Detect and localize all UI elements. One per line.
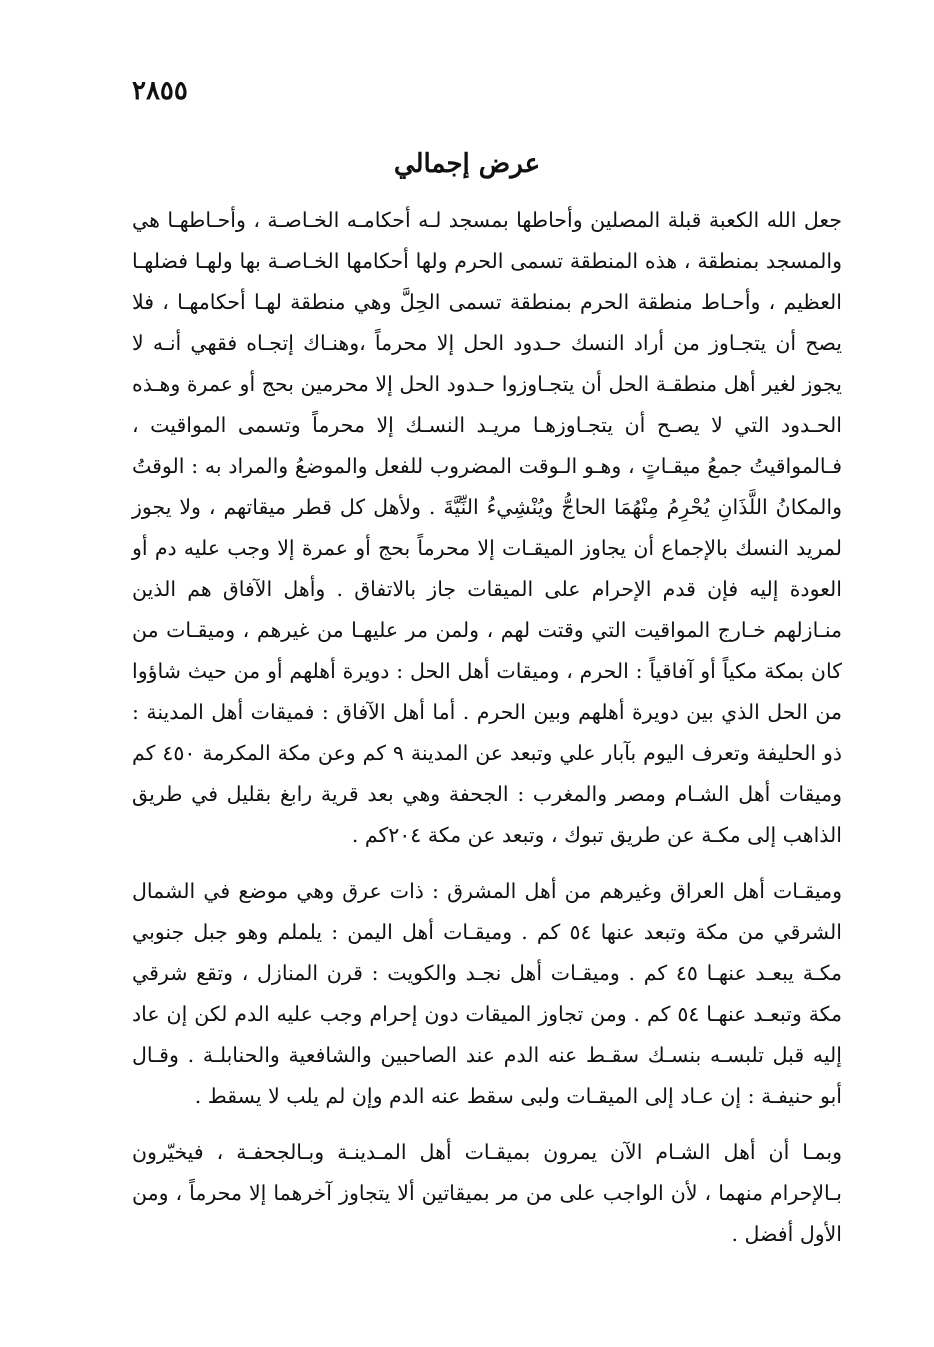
paragraph-mawaqit-intro: جعل الله الكعبة قبلة المصلين وأحاطها بمسجد لـه أحكامـه الخـاصـة ، وأحـاطهـا هي والمسجد بمنطقة ، هذه المنطقة تسمى الحرم ولها أحكامها الخـاصـة بها ولهـا فضلهـا العظيم ، وأحـاط منطقة الحرم بمنطقة تسمى الحِلَّ وهي منطقة لهـا أحكامهـا ، فلا يصح أن يتجـاوز من أراد النسك حـدود الحل إلا محرماً ،وهنـاك إتجـاه فقهي أنـه لا يجوز لغير أهل منطقـة الحل أن يتجـاوزوا حـدود الحل إلا محرمين بحج أو عمرة وهـذه الحـدود التي لا يصـح أن يتجـاوزهـا مريـد النسـك إلا محرماً وتسمى المواقيت ، فـالمواقيتُ جمعُ ميقـاتٍ ، وهـو الـوقت المضروب للفعل والموضعُ والمراد به : الوقتُ والمكانُ اللَّذَانِ يُحْرِمُ مِنْهُمَا الحاجُّ ويُنْشِيءُ النِّيَّةَ . ولأهل كل قطر ميقاتهم ، ولا يجوز لمريد النسك بالإجماع أن يجاوز الميقـات إلا محرماً بحج أو عمرة إلا وجب عليه دم أو العودة إليه فإن قدم الإحرام على الميقات جاز بالاتفاق . وأهل الآفاق هم الذين منـازلهم خـارج المواقيت التي وقتت لهم ، ولمن مر عليهـا من غيرهم ، وميقـات من كان بمكة مكياً أو آفاقياً : الحرم ، وميقات أهل الحل : دويرة أهلهم أو من حيث شاؤوا من الحل الذي بين دويرة أهلهم وبين الحرم . أما أهل الآفاق : فميقات أهل المدينة : ذو الحليفة وتعرف اليوم بآبار علي وتبعد عن المدينة ٩ كم وعن مكة المكرمة ٤٥٠ كم وميقات أهل الشـام ومصر والمغرب : الجحفة وهي بعد قرية رابغ بقليل في طريق الذاهب إلى مكـة عن طريق تبوك ، وتبعد عن مكة ٢٠٤كم .: [132, 208, 842, 847]
paragraph-mawaqit-sham: وبمـا أن أهل الشـام الآن يمرون بميقـات أهل المـدينـة وبـالجحفـة ، فيخيّرون بـالإحرام منهما ، لأن الواجب على من مر بميقاتين ألا يتجاوز آخرهما إلا محرماً ، ومن الأول أفضل .: [132, 1140, 842, 1246]
paragraph-mawaqit-east: وميقـات أهل العراق وغيرهم من أهل المشرق : ذات عرق وهي موضع في الشمال الشرقي من مكة وتبعد عنها ٥٤ كم . وميقـات أهل اليمن : يلملم وهو جبل جنوبي مكـة يبعـد عنهـا ٤٥ كم . وميقـات أهل نجـد والكويت : قرن المنازل ، وتقع شرقي مكة وتبعـد عنهـا ٥٤ كم . ومن تجاوز الميقات دون إحرام وجب عليه الدم لكن إن عاد إليه قبل تلبسـه بنسـك سقـط عنه الدم عند الصاحبين والشافعية والحنابلـة . وقـال أبو حنيفـة : إن عـاد إلى الميقـات ولبى سقط عنه الدم وإن لم يلب لا يسقط .: [132, 879, 842, 1108]
body-text: [132, 200, 842, 1255]
section-title: عرض إجمالي: [393, 149, 541, 179]
page-number: ٢٨٥٥: [132, 76, 188, 106]
